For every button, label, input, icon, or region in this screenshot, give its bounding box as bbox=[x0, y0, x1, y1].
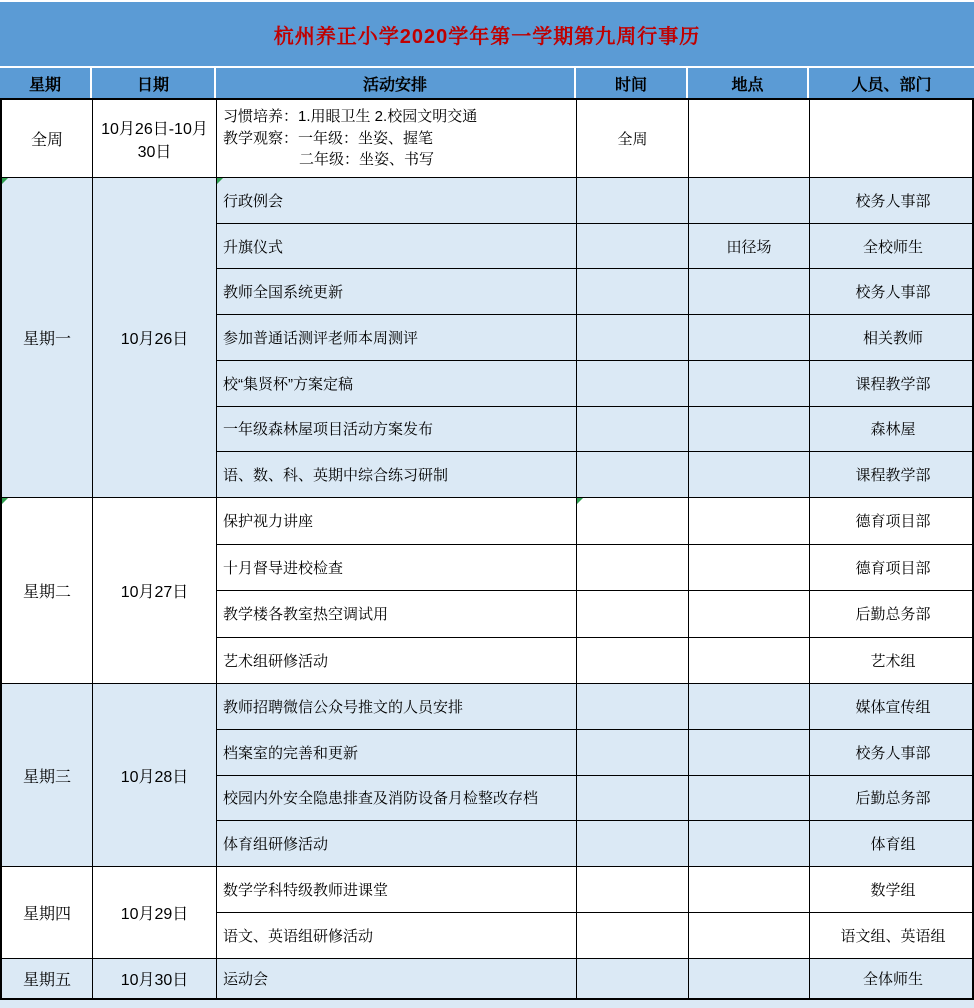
activity-cell: 语、数、科、英期中综合练习研制 bbox=[216, 452, 576, 497]
time-cell bbox=[576, 452, 688, 497]
staff-cell bbox=[809, 100, 974, 177]
place-cell bbox=[688, 178, 809, 223]
activity-cell: 一年级森林屋项目活动方案发布 bbox=[216, 407, 576, 452]
place-cell bbox=[688, 269, 809, 314]
week-cell: 星期五 bbox=[22, 972, 71, 989]
place-cell bbox=[688, 361, 809, 406]
activity-cell: 教师全国系统更新 bbox=[216, 269, 576, 314]
place-cell bbox=[688, 545, 809, 591]
table-row bbox=[216, 637, 974, 684]
activity-cell bbox=[216, 100, 576, 177]
place-cell bbox=[688, 452, 809, 497]
activity-cell: 运动会 bbox=[216, 959, 576, 998]
week-cell: 星期四 bbox=[22, 906, 71, 923]
place-cell bbox=[688, 684, 809, 729]
table-row bbox=[216, 729, 974, 775]
time-cell: 全周 bbox=[576, 100, 688, 177]
day-block-星期四 bbox=[2, 866, 972, 958]
activity-cell: 校园内外安全隐患排查及消防设备月检整改存档 bbox=[216, 776, 576, 821]
activity-cell: 保护视力讲座 bbox=[216, 498, 576, 544]
time-cell bbox=[576, 638, 688, 684]
place-cell bbox=[688, 867, 809, 912]
time-cell bbox=[576, 545, 688, 591]
week-cell: 星期二 bbox=[2, 498, 92, 683]
column-header-time: 时间 bbox=[574, 68, 686, 98]
place-cell bbox=[688, 591, 809, 637]
staff-cell: 德育项目部 bbox=[809, 498, 974, 544]
place-cell bbox=[688, 498, 809, 544]
schedule-table bbox=[0, 98, 974, 1000]
activity-cell: 艺术组研修活动 bbox=[216, 638, 576, 684]
page-title: 杭州养正小学2020学年第一学期第九周行事历 bbox=[273, 25, 701, 48]
table-row bbox=[216, 820, 974, 866]
time-cell bbox=[576, 315, 688, 360]
bottom-strip bbox=[0, 1000, 974, 1008]
schedule-sheet bbox=[0, 2, 974, 1006]
staff-cell: 校务人事部 bbox=[809, 730, 974, 775]
time-cell bbox=[576, 821, 688, 866]
staff-cell: 全体师生 bbox=[809, 959, 974, 998]
time-cell bbox=[576, 269, 688, 314]
title-band bbox=[0, 2, 974, 66]
staff-cell: 德育项目部 bbox=[809, 545, 974, 591]
table-row bbox=[216, 360, 974, 406]
place-cell: 田径场 bbox=[688, 224, 809, 269]
table-row bbox=[216, 100, 974, 177]
activities-rows bbox=[216, 867, 974, 958]
time-cell bbox=[576, 407, 688, 452]
activity-line: 教学观察：一年级：坐姿、握笔 bbox=[223, 129, 434, 147]
time-cell bbox=[576, 867, 688, 912]
activity-cell: 教师招聘微信公众号推文的人员安排 bbox=[216, 684, 576, 729]
day-block-星期二 bbox=[2, 497, 972, 683]
activity-multiline bbox=[223, 106, 477, 171]
place-cell bbox=[688, 821, 809, 866]
staff-cell: 相关教师 bbox=[809, 315, 974, 360]
place-cell bbox=[688, 638, 809, 684]
staff-cell: 后勤总务部 bbox=[809, 591, 974, 637]
date-cell: 10月27日 bbox=[92, 498, 216, 683]
place-cell bbox=[688, 315, 809, 360]
time-cell bbox=[576, 591, 688, 637]
table-row bbox=[216, 406, 974, 452]
time-cell bbox=[576, 684, 688, 729]
time-cell bbox=[576, 178, 688, 223]
time-cell bbox=[576, 730, 688, 775]
date-cell: 10月30日 bbox=[92, 959, 216, 998]
week-cell: 星期一 bbox=[2, 178, 92, 497]
column-header-week: 星期 bbox=[0, 68, 90, 98]
table-row bbox=[216, 912, 974, 958]
time-cell bbox=[576, 959, 688, 998]
activity-cell: 升旗仪式 bbox=[216, 224, 576, 269]
activity-cell: 语文、英语组研修活动 bbox=[216, 913, 576, 958]
staff-cell: 课程教学部 bbox=[809, 361, 974, 406]
staff-cell: 校务人事部 bbox=[809, 178, 974, 223]
staff-cell: 媒体宣传组 bbox=[809, 684, 974, 729]
column-header-date: 日期 bbox=[90, 68, 214, 98]
activity-cell: 行政例会 bbox=[216, 178, 576, 223]
column-header-row bbox=[0, 68, 974, 98]
staff-cell: 语文组、英语组 bbox=[809, 913, 974, 958]
staff-cell: 后勤总务部 bbox=[809, 776, 974, 821]
time-cell bbox=[576, 913, 688, 958]
day-block-星期三 bbox=[2, 683, 972, 866]
place-cell bbox=[688, 100, 809, 177]
activity-cell: 校“集贤杯”方案定稿 bbox=[216, 361, 576, 406]
activity-cell: 参加普通话测评老师本周测评 bbox=[216, 315, 576, 360]
column-header-staff: 人员、部门 bbox=[807, 68, 974, 98]
day-block-星期一 bbox=[2, 177, 972, 497]
activity-cell: 数学学科特级教师进课堂 bbox=[216, 867, 576, 912]
table-row bbox=[216, 223, 974, 269]
activities-rows bbox=[216, 684, 974, 866]
day-block-全周 bbox=[2, 100, 972, 177]
column-header-place: 地点 bbox=[686, 68, 807, 98]
table-row bbox=[216, 775, 974, 821]
time-cell bbox=[576, 776, 688, 821]
table-row bbox=[216, 684, 974, 729]
staff-cell: 数学组 bbox=[809, 867, 974, 912]
activity-cell: 档案室的完善和更新 bbox=[216, 730, 576, 775]
activity-cell: 体育组研修活动 bbox=[216, 821, 576, 866]
date-cell: 10月29日 bbox=[92, 867, 216, 958]
date-cell: 10月26日-10月30日 bbox=[92, 100, 216, 177]
table-row bbox=[216, 544, 974, 591]
activities-rows bbox=[216, 178, 974, 497]
place-cell bbox=[688, 407, 809, 452]
staff-cell: 艺术组 bbox=[809, 638, 974, 684]
column-header-activity: 活动安排 bbox=[214, 68, 574, 98]
activity-line: 习惯培养：1.用眼卫生 2.校园文明交通 bbox=[223, 107, 478, 125]
day-block-星期五 bbox=[2, 958, 972, 998]
table-row bbox=[216, 314, 974, 360]
staff-cell: 全校师生 bbox=[809, 224, 974, 269]
time-cell bbox=[576, 498, 688, 544]
table-row bbox=[216, 268, 974, 314]
place-cell bbox=[688, 913, 809, 958]
staff-cell: 校务人事部 bbox=[809, 269, 974, 314]
table-row bbox=[216, 498, 974, 544]
activities-rows bbox=[216, 100, 974, 177]
activity-cell: 十月督导进校检查 bbox=[216, 545, 576, 591]
place-cell bbox=[688, 959, 809, 998]
activity-cell: 教学楼各教室热空调试用 bbox=[216, 591, 576, 637]
activities-rows bbox=[216, 498, 974, 683]
date-cell: 10月26日 bbox=[92, 178, 216, 497]
staff-cell: 森林屋 bbox=[809, 407, 974, 452]
staff-cell: 课程教学部 bbox=[809, 452, 974, 497]
table-row bbox=[216, 178, 974, 223]
time-cell bbox=[576, 224, 688, 269]
place-cell bbox=[688, 730, 809, 775]
time-cell bbox=[576, 361, 688, 406]
table-row bbox=[216, 867, 974, 912]
activities-rows bbox=[216, 959, 974, 998]
table-row bbox=[216, 451, 974, 497]
table-row bbox=[216, 590, 974, 637]
staff-cell: 体育组 bbox=[809, 821, 974, 866]
week-cell: 全周 bbox=[30, 132, 63, 149]
week-cell: 星期三 bbox=[22, 768, 71, 786]
date-cell: 10月28日 bbox=[92, 684, 216, 866]
place-cell bbox=[688, 776, 809, 821]
activity-line: 二年级：坐姿、书写 bbox=[299, 151, 435, 169]
table-row bbox=[216, 959, 974, 998]
